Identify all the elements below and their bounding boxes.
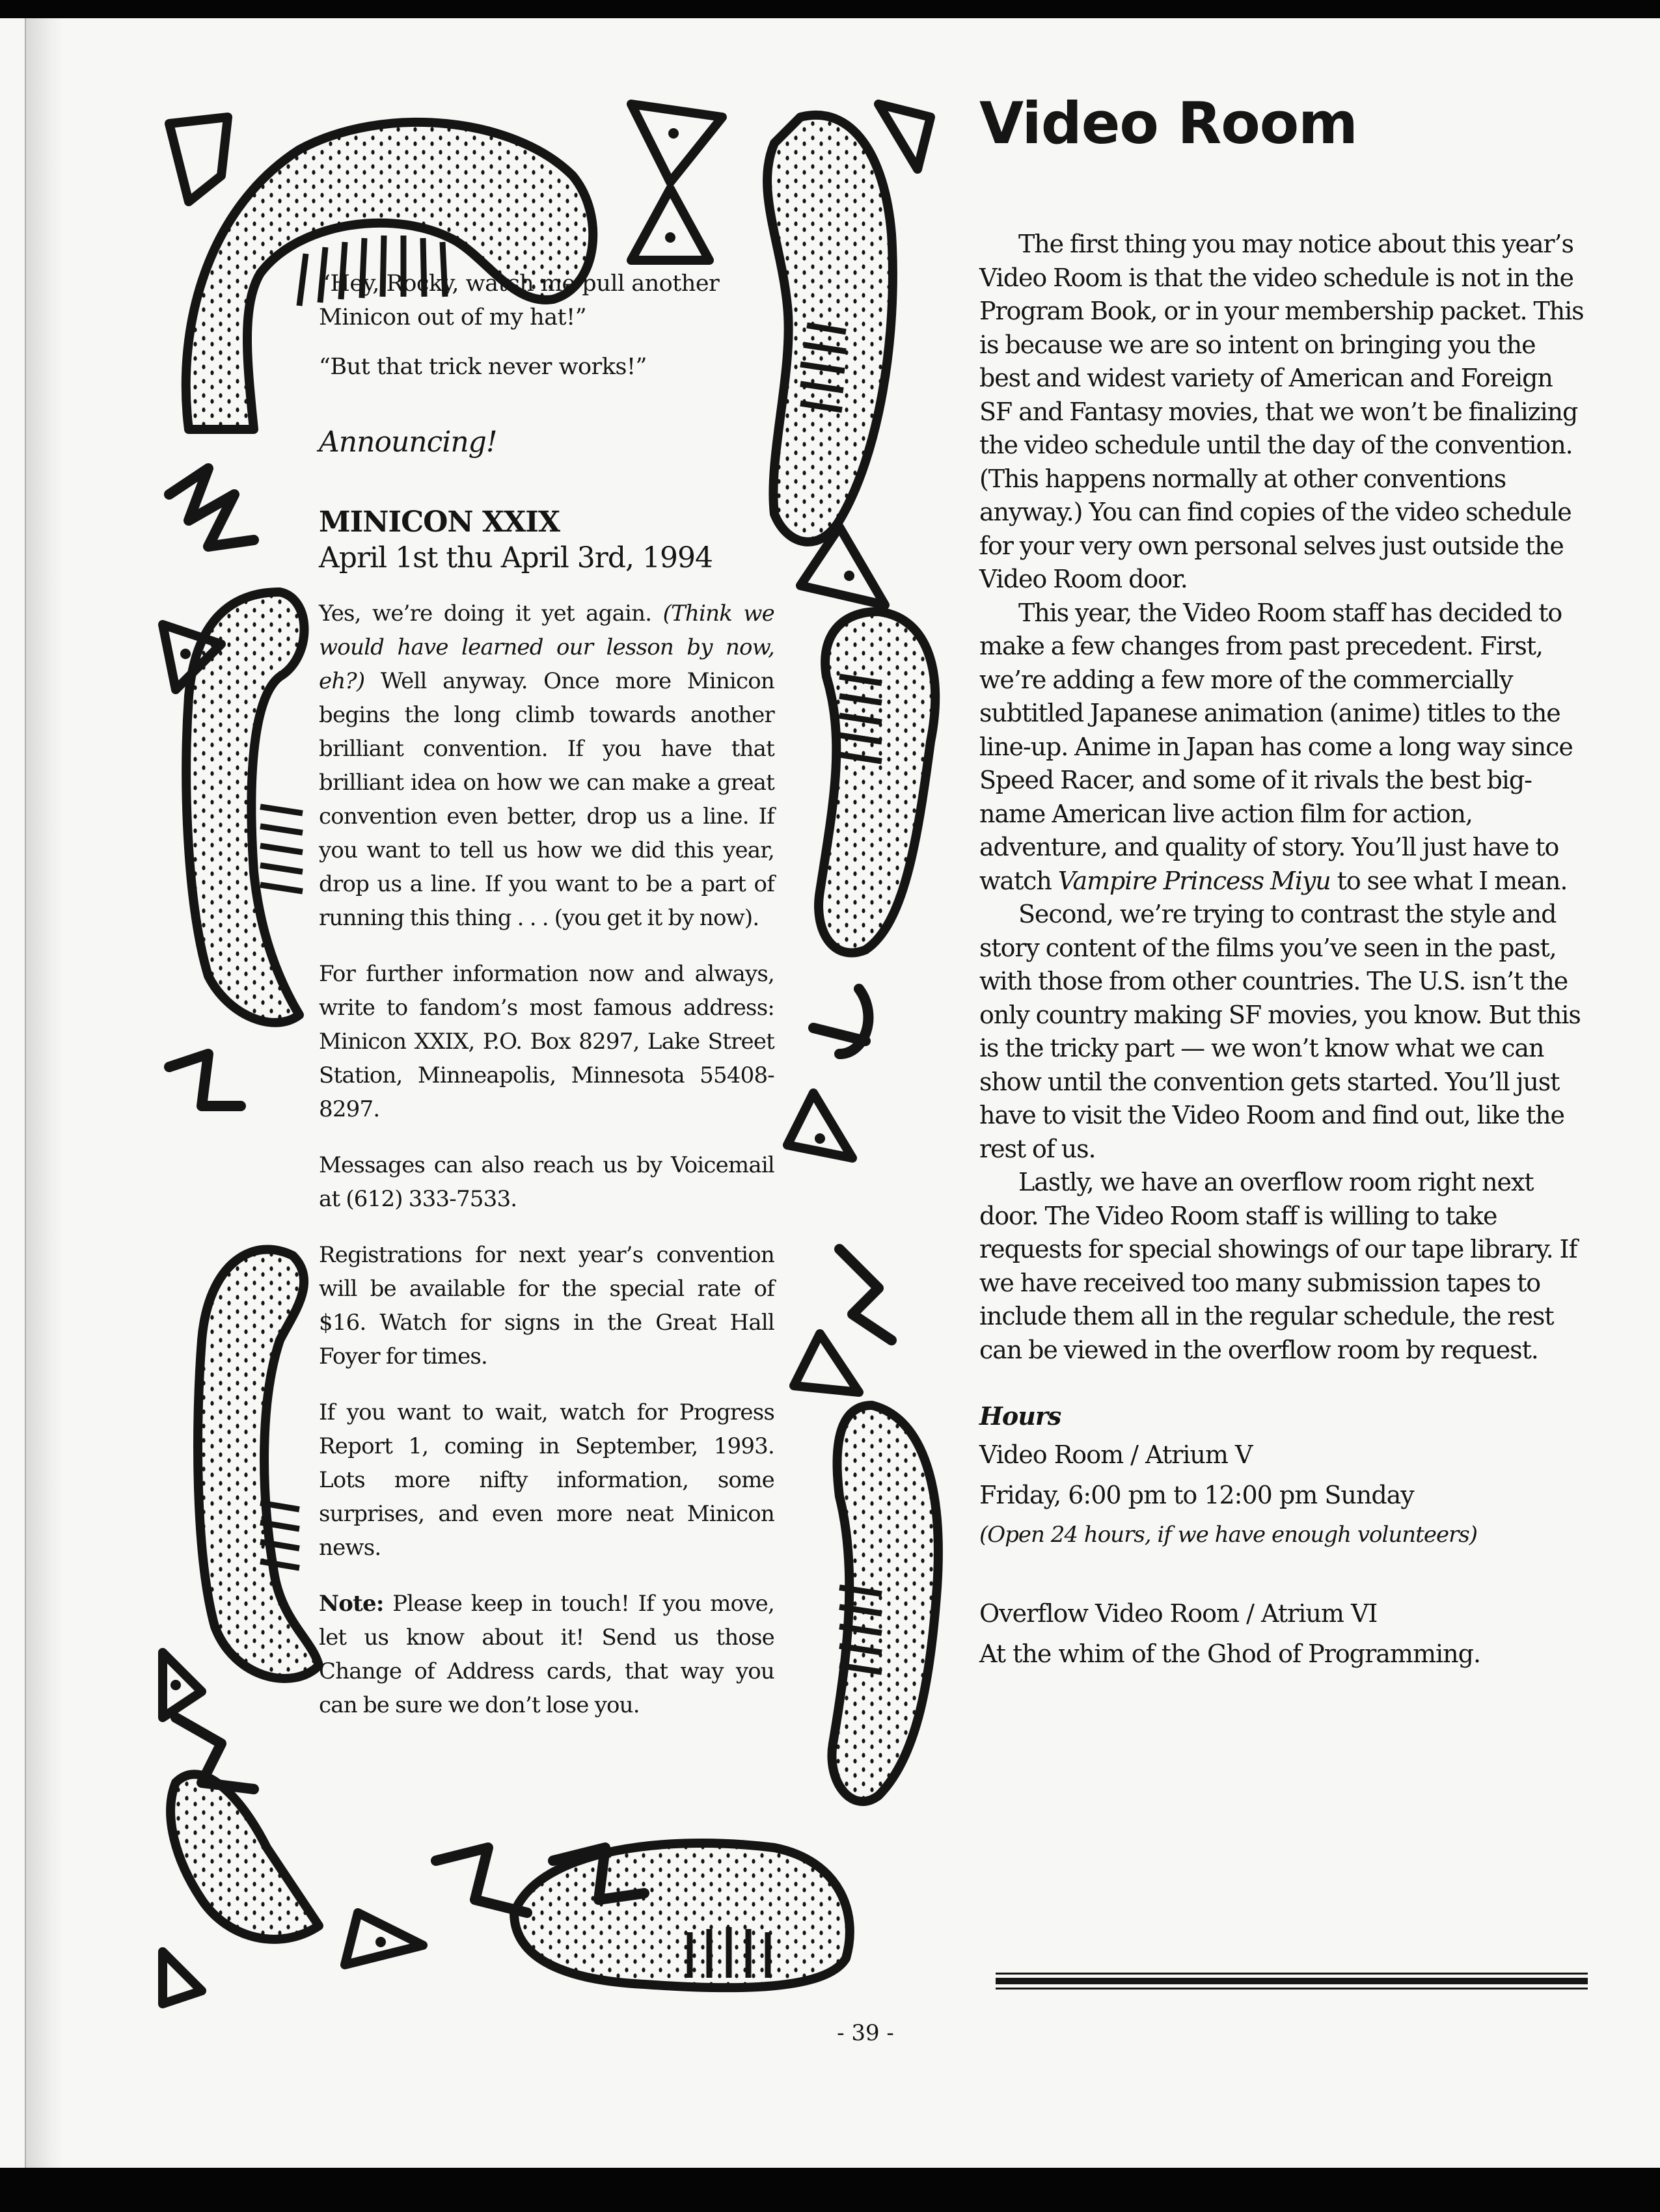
scan-edge-bottom bbox=[0, 2168, 1660, 2212]
scan-edge-top bbox=[0, 0, 1660, 18]
section-divider-rule bbox=[996, 1973, 1588, 1992]
paragraph-intro-rest: Well anyway. Once more Minicon begins the long climb towards another brilliant convention. If you have that brilliant idea on how we can make a great convention even better, drop us a line. If you want to tell us how we did this year, drop us a line. If you want to be a part of running this thing . . . (you get it by now). bbox=[319, 668, 774, 931]
article-paragraph-1: The first thing you may notice about this year’s Video Room is that the video schedule is not in the Program Book, or in your membership packet. This is because we are so intent on bringing you the best and widest variety of American and Foreign SF and Fantasy movies, that we won’t be finalizing the video schedule until the day of the convention. (This happens normally at other conventions anyway.) You can find copies of the video schedule for your very own personal selves just outside the Video Room door. bbox=[979, 230, 1584, 593]
rule-thin-bottom bbox=[996, 1988, 1588, 1989]
paragraph-intro-text: Yes, we’re doing it yet again. bbox=[319, 600, 663, 627]
quote-line-2: “But that trick never works!” bbox=[319, 354, 647, 380]
overflow-room: Overflow Video Room / Atrium VI bbox=[979, 1599, 1378, 1628]
binding-shadow bbox=[25, 18, 64, 2168]
hours-note: (Open 24 hours, if we have enough volunteers) bbox=[979, 1522, 1478, 1548]
right-creature-body-2 bbox=[819, 612, 935, 952]
right-creature-body-4 bbox=[832, 1405, 938, 1801]
note-label: Note: bbox=[319, 1591, 384, 1617]
paragraph-registration: Registrations for next year’s convention will be available for the special rate of $16. Watch for signs in the Great Hall Foyer for times. bbox=[319, 1242, 774, 1369]
article-paragraph-2-text: This year, the Video Room staff has decided to make a few changes from past precedent. First, we’re adding a few more of the commercially subtitled Japanese animation (anime) titles to the line-up. Anime in Japan has come a long way since Speed Racer, and some of it rivals the best big-name American live action film for action, adventure, and quality of story. You’ll just have to watch bbox=[979, 598, 1573, 895]
rule-thick bbox=[996, 1978, 1588, 1984]
paragraph-voicemail: Messages can also reach us by Voicemail at (612) 333-7533. bbox=[319, 1152, 774, 1212]
paragraph-note bbox=[319, 1587, 774, 1722]
paragraph-intro-aside: (Think we would have learned our lesson by now, eh?) bbox=[319, 600, 774, 694]
event-dates: April 1st thu April 3rd, 1994 bbox=[319, 541, 713, 574]
left-creature-body-3 bbox=[198, 1249, 319, 1679]
page-number: - 39 - bbox=[837, 2020, 894, 2046]
hours-room: Video Room / Atrium V bbox=[979, 1440, 1253, 1469]
article-title: Video Room bbox=[979, 90, 1357, 157]
announcing-heading: Announcing! bbox=[319, 425, 497, 459]
note-text: Please keep in touch! If you move, let us know about it! Send us those Change of Address cards, that way you can be sure we don’t lose you. bbox=[319, 1591, 774, 1718]
quote-line-1: “Hey, Rocky, watch me pull another Minicon out of my hat!” bbox=[319, 271, 720, 330]
minicon-announcement bbox=[319, 267, 774, 1722]
paragraph-intro bbox=[319, 597, 774, 935]
article-paragraph-2-end: to see what I mean. bbox=[1330, 866, 1568, 895]
hours-heading: Hours bbox=[979, 1401, 1061, 1431]
bottom-creature-body bbox=[514, 1843, 850, 1988]
binding-line bbox=[25, 18, 26, 2168]
paragraph-address: For further information now and always, write to fandom’s most famous address: Minicon XXIX, P.O. Box 8297, Lake Street Station, Minneapolis, Minnesota 55408-8297. bbox=[319, 961, 774, 1122]
video-room-article bbox=[979, 91, 1591, 1674]
rule-thin-top bbox=[996, 1973, 1588, 1975]
article-paragraph-4: Lastly, we have an overflow room right next door. The Video Room staff is willing to take requests for special showings of our tape library. If we have received too many submission tapes to include them all in the regular schedule, the rest can be viewed in the overflow room by request. bbox=[979, 1168, 1577, 1364]
paragraph-progress-report: If you want to wait, watch for Progress Report 1, coming in September, 1993. Lots more nifty information, some surprises, and even more neat Minicon news. bbox=[319, 1399, 774, 1561]
event-title: MINICON XXIX bbox=[319, 506, 560, 539]
bottom-left-creature-body bbox=[170, 1774, 319, 1939]
article-paragraph-2 bbox=[979, 597, 1591, 898]
hours-time: Friday, 6:00 pm to 12:00 pm Sunday bbox=[979, 1481, 1414, 1509]
film-title-vampire-princess-miyu: Vampire Princess Miyu bbox=[1057, 866, 1331, 895]
article-paragraph-3: Second, we’re trying to contrast the style and story content of the films you’ve seen in the past, with those from other countries. The U.S. isn’t the only country making SF movies, you know. But this is the tricky part — we won’t know what we can show until the convention gets started. You’ll just have to visit the Video Room and find out, like the rest of us. bbox=[979, 900, 1581, 1163]
overflow-time: At the whim of the Ghod of Programming. bbox=[979, 1639, 1481, 1668]
